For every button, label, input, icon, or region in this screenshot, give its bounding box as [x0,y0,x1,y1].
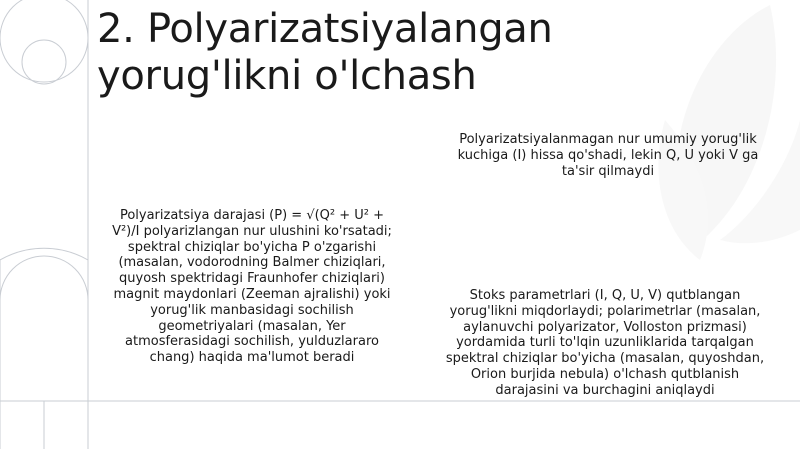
page-title: 2. Polyarizatsiyalangan yorug'likni o'lchash [97,6,553,99]
large-circle-shape [0,0,88,82]
polarization-degree-paragraph: Polyarizatsiya darajasi (P) = √(Q² + U² + V²)/I polyarizlangan nur ulushini ko'rsatadi; spektral chiziqlar bo'yicha P o'zgarishi (masalan, vodorodning Balmer chiziqlari, quyosh spektridagi Fraunhofer chiziqlari) magnit maydonlari (Zeeman ajralishi) yoki yorug'lik manbasidagi sochilish geometriyalari (masalan, Yer atmosferasidagi sochilish, yulduzlararo chang) haqida ma'lumot beradi [112,208,392,366]
inner-arch-shape [0,256,88,300]
small-circle-shape [22,40,66,84]
unpolarized-light-note: Polyarizatsiyalanmagan nur umumiy yorug'lik kuchiga (I) hissa qo'shadi, lekin Q, U yoki V ga ta'sir qilmaydi [457,132,759,179]
stokes-parameters-paragraph: Stoks parametrlari (I, Q, U, V) qutblangan yorug'likni miqdorlaydi; polarimetrlar (masalan, aylanuvchi polyarizator, Volloston prizmasi) yordamida turli to'lqin uzunliklarida tarqalgan spektral chiziqlar bo'yicha (masalan, quyoshdan, Orion burjida nebula) o'lchash qutblanish darajasini va burchagini aniqlaydi [445,288,765,398]
